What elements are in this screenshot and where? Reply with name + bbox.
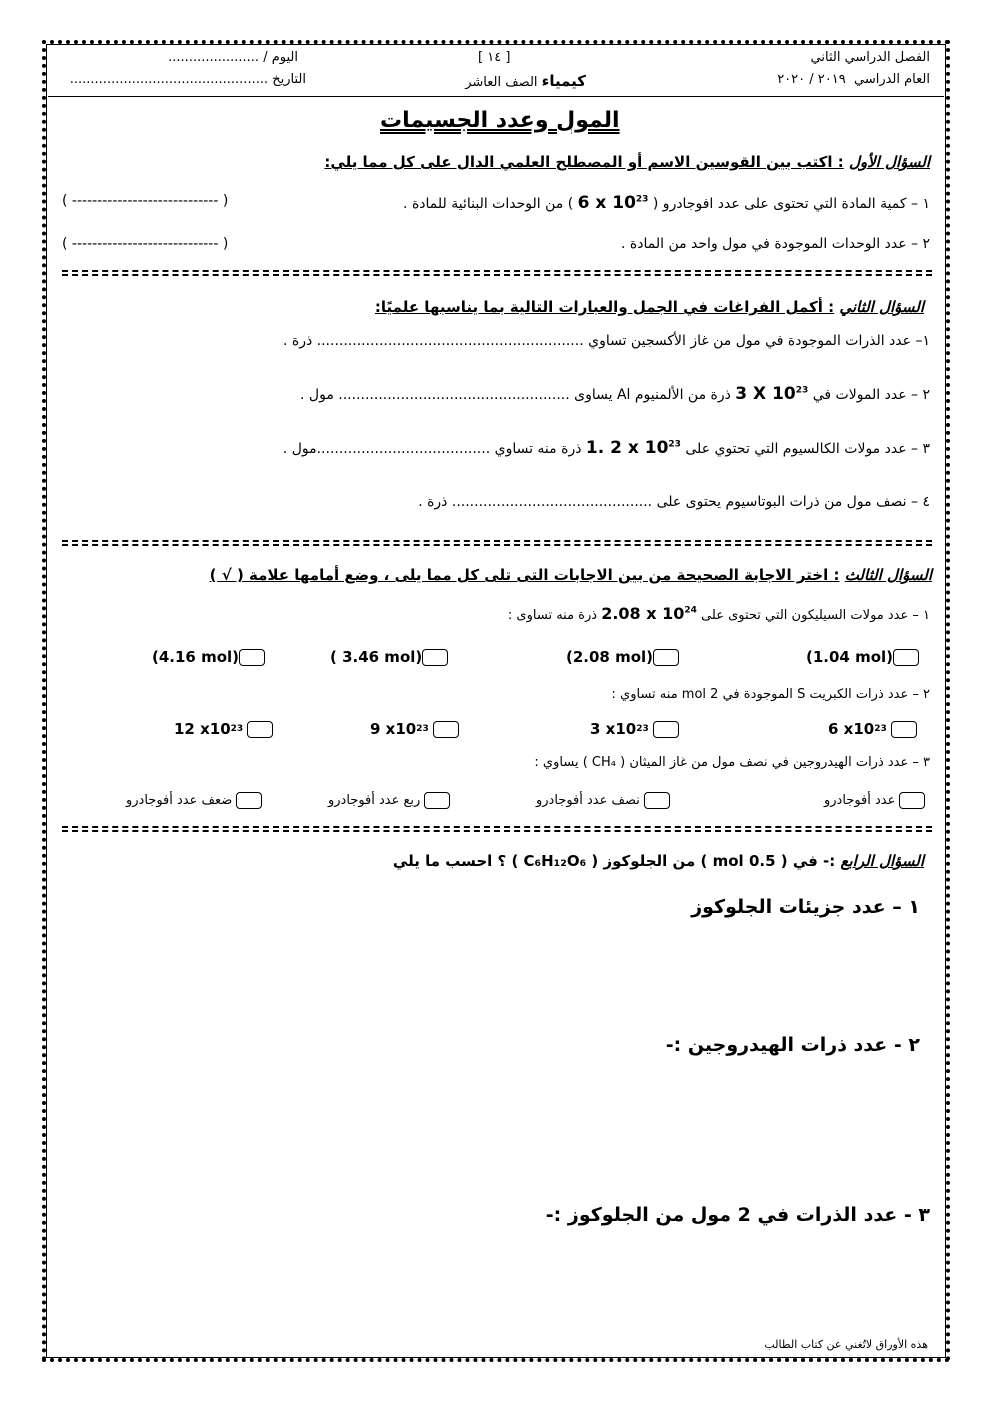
q2-heading xyxy=(375,298,924,316)
q3-item1-option-3[interactable] xyxy=(330,648,448,666)
q3-item1-option-4[interactable] xyxy=(152,648,265,666)
checkbox[interactable] xyxy=(236,792,262,809)
q4-item1: ١ – عدد جزيئات الجلوكوز xyxy=(691,896,920,918)
date-dots: ................................................ xyxy=(69,72,269,87)
q2-item2-base: 3 X 10 xyxy=(735,384,796,404)
checkbox[interactable] xyxy=(433,721,459,738)
q1-item1-suffix: ) من الوحدات البنائية للمادة . xyxy=(403,196,574,212)
q1-blank2[interactable]: ( ----------------------------- ) xyxy=(62,236,229,252)
q3-item3-option-3[interactable] xyxy=(328,792,450,809)
q1-instruction: : اكتب بين القوسين الاسم أو المصطلح العلمي الدال على كل مما يلي: xyxy=(324,153,844,171)
q1-item1-number xyxy=(578,193,649,213)
q1-item1-exp: 23 xyxy=(635,194,649,205)
q3-item3-option-2[interactable] xyxy=(536,792,670,809)
subject-grade xyxy=(465,72,586,90)
q1-blank1[interactable]: ( ----------------------------- ) xyxy=(62,193,229,209)
page-title: المول وعدد الجسيمات xyxy=(380,108,620,133)
q2-label: السؤال الثاني xyxy=(839,298,924,316)
option-text: 3 x10 xyxy=(590,720,637,738)
q4-heading xyxy=(393,852,924,870)
checkbox[interactable] xyxy=(891,721,917,738)
checkbox[interactable] xyxy=(893,649,919,666)
q2-item2-suffix: ذرة من الألمنيوم Al يساوى .................................................... مول . xyxy=(300,387,731,403)
q2-item3-prefix: ٣ – عدد مولات الكالسيوم التي تحتوي على xyxy=(680,441,930,457)
checkbox[interactable] xyxy=(424,792,450,809)
q3-item1-option-2[interactable] xyxy=(566,648,679,666)
option-text: ضعف عدد أفوجادرو xyxy=(126,793,233,808)
q3-item1-number xyxy=(601,604,697,623)
option-text: ربع عدد أفوجادرو xyxy=(328,793,421,808)
checkbox[interactable] xyxy=(239,649,265,666)
option-exp: 23 xyxy=(874,724,887,734)
checkbox[interactable] xyxy=(653,721,679,738)
q2-item3-exp: 23 xyxy=(668,439,681,450)
checkbox[interactable] xyxy=(422,649,448,666)
q1-heading xyxy=(324,153,930,171)
q3-item3: ٣ – عدد ذرات الهيدروجين في نصف مول من غاز الميثان ( CH₄ ) يساوي : xyxy=(534,755,930,770)
q2-item3-suffix: ذرة منه تساوي .......................................مول . xyxy=(282,441,582,457)
q2-item3-number xyxy=(586,438,681,458)
q3-heading xyxy=(210,566,932,584)
checkbox[interactable] xyxy=(653,649,679,666)
section-divider xyxy=(62,826,932,832)
q2-item3 xyxy=(283,438,930,458)
checkbox[interactable] xyxy=(899,792,925,809)
footer-note: هذه الأوراق لاتُغني عن كتاب الطالب xyxy=(764,1338,928,1351)
section-divider xyxy=(62,540,932,546)
q2-item2-exp: 23 xyxy=(795,385,809,396)
option-text: ( 3.46 mol) xyxy=(330,648,423,666)
year-label: العام الدراسي xyxy=(853,72,930,87)
checkbox[interactable] xyxy=(247,721,273,738)
option-exp: 23 xyxy=(636,724,649,734)
grade: الصف العاشر xyxy=(465,75,538,90)
q3-item1 xyxy=(508,604,930,623)
day-label: اليوم / xyxy=(263,50,298,65)
q3-item1-exp: 24 xyxy=(684,605,697,616)
q3-item1-base: 2.08 x 10 xyxy=(601,604,685,623)
q2-item2-number xyxy=(735,384,808,404)
semester: الفصل الدراسي الثاني xyxy=(810,50,930,65)
academic-year xyxy=(777,72,930,87)
option-exp: 23 xyxy=(416,724,429,734)
date-field xyxy=(70,72,306,87)
q1-item2: ٢ – عدد الوحدات الموجودة في مول واحد من المادة . xyxy=(621,236,930,252)
q3-label: السؤال الثالث xyxy=(844,566,932,584)
option-text: نصف عدد أفوجادرو xyxy=(536,793,640,808)
q2-item1: ١– عدد الذرات الموجودة في مول من غاز الأكسجين تساوي ............................................................ ذرة . xyxy=(282,333,930,349)
q2-item2 xyxy=(300,384,930,404)
q1-item1-prefix: ١ – كمية المادة التي تحتوى على عدد افوجادرو ( xyxy=(652,196,930,212)
q4-item2: ٢ - عدد ذرات الهيدروجين :- xyxy=(665,1034,920,1056)
q4-label: السؤال الرابع xyxy=(840,852,924,870)
subject: كيمياء xyxy=(541,72,586,90)
q1-label: السؤال الأول xyxy=(848,153,930,171)
option-text: (1.04 mol) xyxy=(806,648,894,666)
option-text: 9 x10 xyxy=(370,720,417,738)
q2-item3-base: 1. 2 x 10 xyxy=(585,438,669,458)
q3-item2-option-2[interactable] xyxy=(590,720,679,738)
day-dots: ...................... xyxy=(168,50,260,65)
section-divider xyxy=(62,270,932,276)
q3-item1-option-1[interactable] xyxy=(806,648,919,666)
q3-item2-option-1[interactable] xyxy=(828,720,917,738)
q3-item3-option-4[interactable] xyxy=(126,792,262,809)
q3-instruction: : اختر الاجابة الصحيحة من بين الاجابات التى تلى كل مما يلى ، وضع أمامها علامة ( √ ) xyxy=(209,566,840,584)
day-field xyxy=(168,50,298,65)
q2-item2-prefix: ٢ – عدد المولات في xyxy=(808,387,930,403)
date-label: التاريخ xyxy=(272,72,306,87)
page-number: [ ١٤ ] xyxy=(478,50,511,65)
header-divider xyxy=(48,96,944,97)
q3-item3-option-1[interactable] xyxy=(824,792,925,809)
option-text: (4.16 mol) xyxy=(152,648,240,666)
option-exp: 23 xyxy=(230,724,244,734)
q2-instruction: : أكمل الفراغات في الجمل والعبارات التالية بما يناسبها علميًا: xyxy=(374,298,835,316)
q3-item1-prefix: ١ – عدد مولات السيليكون التي تحتوى على xyxy=(696,608,930,623)
option-text: عدد أفوجادرو xyxy=(824,793,896,808)
checkbox[interactable] xyxy=(644,792,670,809)
option-text: 12 x10 xyxy=(174,720,231,738)
option-text: 6 x10 xyxy=(828,720,875,738)
q3-item1-suffix: ذرة منه تساوى : xyxy=(507,608,598,623)
q2-item4: ٤ – نصف مول من ذرات البوتاسيوم يحتوى على ............................................. ذرة . xyxy=(418,494,930,510)
option-text: (2.08 mol) xyxy=(566,648,654,666)
q4-item3: ٣ - عدد الذرات في 2 مول من الجلوكوز :- xyxy=(545,1204,930,1226)
q1-item1-base: 6 x 10 xyxy=(577,193,636,213)
q1-item1 xyxy=(403,193,930,213)
q4-instruction: :- في ( 0.5 mol ) من الجلوكوز ( C₆H₁₂O₆ ) ؟ احسب ما يلي xyxy=(392,852,836,870)
q3-item2-option-4[interactable] xyxy=(174,720,273,738)
q3-item2-option-3[interactable] xyxy=(370,720,459,738)
q3-item2: ٢ – عدد ذرات الكبريت S الموجودة في 2 mol منه تساوي : xyxy=(611,687,930,702)
year-value: ٢٠١٩ / ٢٠٢٠ xyxy=(777,72,846,87)
